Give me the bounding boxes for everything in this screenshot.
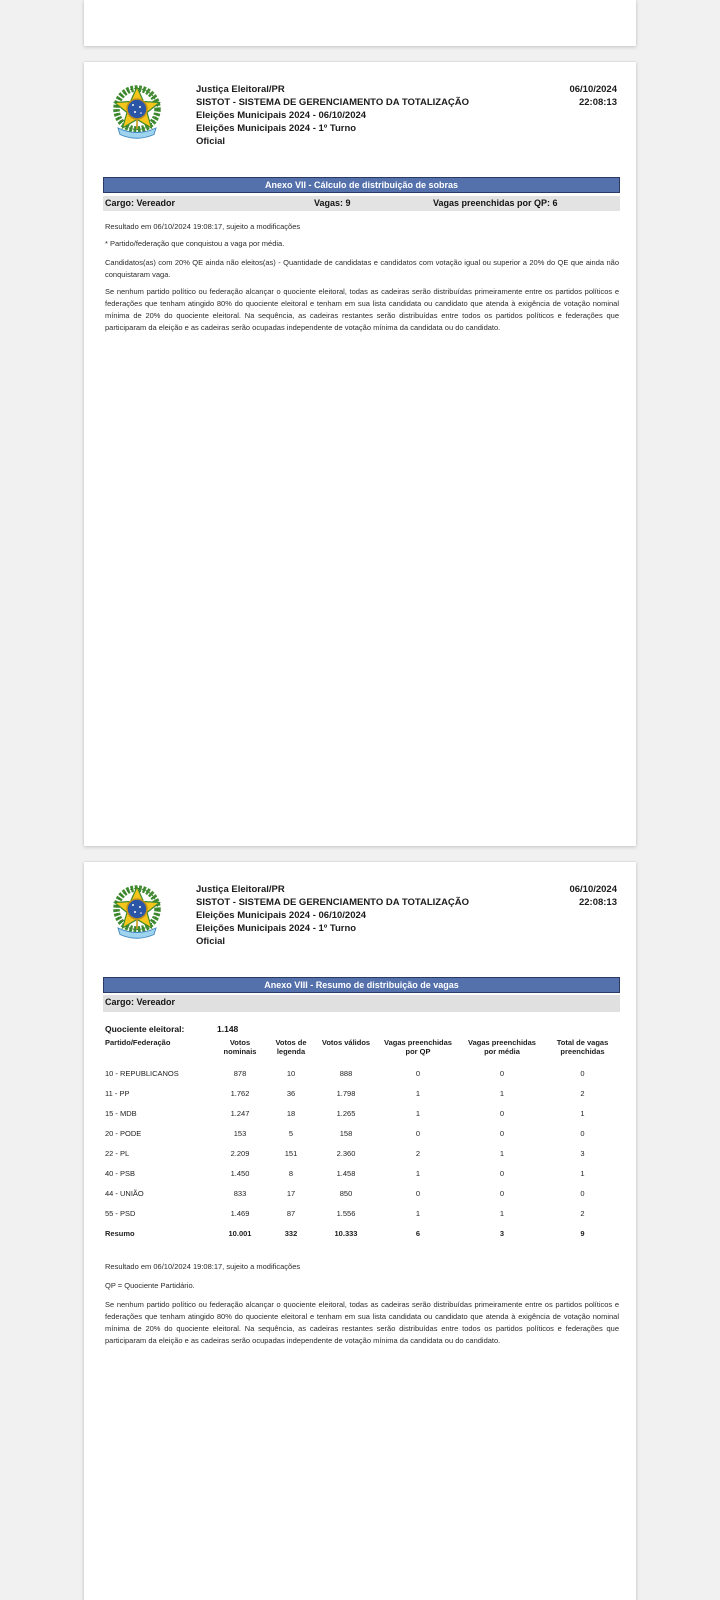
value-cell: 1.247 [230, 1109, 250, 1118]
anexo-vii-banner: Anexo VII - Cálculo de distribuição de sobras [103, 177, 620, 193]
value-cell: 878 [233, 1069, 247, 1078]
cargo-label: Cargo: Vereador [105, 198, 176, 208]
value-cell: 0 [499, 1169, 505, 1178]
vagas-label: Vagas: 9 [314, 198, 351, 208]
value-cell: 1.450 [230, 1169, 250, 1178]
value-cell: 18 [286, 1109, 296, 1118]
cargo-info-bar [103, 196, 620, 211]
page2-notes [105, 1261, 619, 1347]
table-row [105, 1164, 620, 1184]
value-cell: 1 [580, 1109, 585, 1118]
value-cell: 0 [415, 1069, 421, 1078]
value-cell: 87 [286, 1209, 296, 1218]
table-row [105, 1184, 620, 1204]
header-org: Justiça Eleitoral/PR [196, 884, 285, 895]
party-cell: 15 - MDB [105, 1109, 137, 1118]
distribution-rule-note: Se nenhum partido político ou federação alcançar o quociente eleitoral, todas as cadeiras serão distribuídas primeiramente entre os partidos políticos e federações que tenham atingido 80% do quociente eleitoral e tenham em sua lista candidata ou candidato que atenda à exigência de votação nominal mínima de 20% do quociente eleitoral. Na sequência, as cadeiras restantes serão distribuídas entre todos os partidos políticos e federações que participaram da eleição e as cadeiras serão ocupadas independente de votação mínima da candidata ou do candidato. [105, 1300, 619, 1345]
value-cell: 3 [580, 1149, 585, 1158]
value-cell: 0 [415, 1189, 421, 1198]
header-status: Oficial [196, 136, 226, 147]
value-cell: 2.209 [230, 1149, 250, 1158]
value-cell: 153 [233, 1129, 247, 1138]
header-election: Eleições Municipais 2024 - 06/10/2024 [196, 910, 367, 921]
media-footnote: * Partido/federação que conquistou a vaga por média. [105, 239, 285, 248]
value-cell: 1.556 [336, 1209, 356, 1218]
column-header: Votos de legenda [275, 1038, 307, 1056]
value-cell: 888 [339, 1069, 353, 1078]
table-summary-row [105, 1224, 620, 1244]
quociente-eleitoral-row [105, 1024, 239, 1034]
header-status: Oficial [196, 936, 226, 947]
column-header: Total de vagas preenchidas [556, 1038, 609, 1056]
column-header: Votos nominais [223, 1038, 257, 1056]
quociente-value: 1.148 [217, 1024, 239, 1034]
header-system: SISTOT - SISTEMA DE GERENCIAMENTO DA TOTALIZAÇÃO [196, 897, 470, 908]
value-cell: 1 [415, 1089, 421, 1098]
value-cell: 1 [415, 1209, 421, 1218]
header-round: Eleições Municipais 2024 - 1º Turno [196, 123, 357, 134]
value-cell: 1 [415, 1109, 421, 1118]
table-row [105, 1144, 620, 1164]
value-cell: 17 [286, 1189, 296, 1198]
table-row [105, 1124, 620, 1144]
value-cell: 5 [288, 1129, 294, 1138]
party-cell: 44 - UNIÃO [105, 1189, 144, 1198]
party-cell: 55 - PSD [105, 1209, 136, 1218]
cargo-info-bar: Cargo: Vereador [103, 995, 620, 1012]
value-cell: 850 [339, 1189, 353, 1198]
report-time: 22:08:13 [578, 897, 617, 908]
value-cell: 0 [580, 1129, 585, 1138]
brazil-coat-of-arms-icon [106, 882, 168, 942]
value-cell: 36 [286, 1089, 296, 1098]
report-time: 22:08:13 [578, 97, 617, 108]
value-cell: 2.360 [336, 1149, 356, 1158]
party-cell: 10 - REPUBLICANOS [105, 1069, 179, 1078]
report-header [196, 83, 469, 148]
value-cell: 2 [580, 1089, 585, 1098]
column-header: Vagas preenchidas por média [468, 1038, 536, 1056]
report-datetime [569, 83, 617, 109]
value-cell: 3 [499, 1229, 505, 1238]
value-cell: 0 [580, 1069, 585, 1078]
result-note: Resultado em 06/10/2024 19:08:17, sujeito a modificações [105, 1262, 301, 1271]
value-cell: 2 [415, 1149, 421, 1158]
value-cell: 0 [580, 1189, 585, 1198]
candidatos-note: Candidatos(as) com 20% QE ainda não eleitos(as) - Quantidade de candidatas e candidatos com votação igual ou superior a 20% do QE que ainda não conquistaram vaga. [105, 258, 619, 279]
value-cell: 1 [499, 1209, 505, 1218]
distribution-rule-note: Se nenhum partido político ou federação alcançar o quociente eleitoral, todas as cadeiras serão distribuídas primeiramente entre os partidos políticos e federações que tenham atingido 80% do quociente eleitoral e tenham em sua lista candidata ou candidato que atenda à exigência de votação nominal mínima de 20% do quociente eleitoral. Na sequência, as cadeiras restantes serão distribuídas entre todos os partidos políticos e federações que participaram da eleição e as cadeiras serão ocupadas independente de votação mínima da candidata ou do candidato. [105, 287, 619, 332]
value-cell: 1 [580, 1169, 585, 1178]
vagas-qp-label: Vagas preenchidas por QP: 6 [433, 198, 558, 208]
value-cell: 151 [284, 1149, 298, 1158]
party-cell: 40 - PSB [105, 1169, 136, 1178]
previous-page-partial [84, 0, 636, 46]
value-cell: 1 [499, 1149, 505, 1158]
page1-notes [105, 221, 619, 334]
document-page-anexo-vii [84, 62, 636, 846]
value-cell: 9 [580, 1229, 585, 1238]
value-cell: 1.798 [336, 1089, 356, 1098]
value-cell: 0 [499, 1189, 505, 1198]
column-header: Vagas preenchidas por QP [384, 1038, 452, 1056]
value-cell: 332 [284, 1229, 298, 1238]
value-cell: 833 [233, 1189, 247, 1198]
column-header: Partido/Federação [105, 1038, 171, 1047]
party-cell: 22 - PL [105, 1149, 130, 1158]
brazil-coat-of-arms-icon [106, 82, 168, 142]
header-election: Eleições Municipais 2024 - 06/10/2024 [196, 110, 367, 121]
anexo-viii-banner: Anexo VIII - Resumo de distribuição de vagas [103, 977, 620, 993]
value-cell: 1 [499, 1089, 505, 1098]
value-cell: 1.458 [336, 1169, 356, 1178]
column-header: Votos válidos [321, 1038, 371, 1047]
value-cell: 8 [288, 1169, 294, 1178]
report-date: 06/10/2024 [569, 884, 617, 895]
value-cell: 0 [499, 1129, 505, 1138]
value-cell: 0 [499, 1109, 505, 1118]
header-org: Justiça Eleitoral/PR [196, 84, 285, 95]
report-header [196, 883, 469, 948]
value-cell: 6 [415, 1229, 421, 1238]
value-cell: 10 [286, 1069, 296, 1078]
value-cell: 0 [415, 1129, 421, 1138]
value-cell: 10.333 [334, 1229, 358, 1238]
report-date: 06/10/2024 [569, 84, 617, 95]
vagas-table-body [105, 1064, 620, 1244]
table-row [105, 1204, 620, 1224]
value-cell: 1 [415, 1169, 421, 1178]
header-system: SISTOT - SISTEMA DE GERENCIAMENTO DA TOTALIZAÇÃO [196, 97, 470, 108]
party-cell: 20 - PODE [105, 1129, 142, 1138]
table-row [105, 1084, 620, 1104]
header-round: Eleições Municipais 2024 - 1º Turno [196, 923, 357, 934]
table-row [105, 1064, 620, 1084]
vagas-distribution-table [105, 1038, 620, 1244]
party-cell: 11 - PP [105, 1089, 130, 1098]
party-cell: Resumo [105, 1229, 135, 1238]
value-cell: 0 [499, 1069, 505, 1078]
value-cell: 1.762 [230, 1089, 250, 1098]
value-cell: 158 [339, 1129, 353, 1138]
table-row [105, 1104, 620, 1124]
document-page-anexo-viii [84, 862, 636, 1600]
result-note: Resultado em 06/10/2024 19:08:17, sujeito a modificações [105, 222, 301, 231]
quociente-label: Quociente eleitoral: [105, 1024, 185, 1034]
report-datetime [569, 883, 617, 909]
value-cell: 1.265 [336, 1109, 356, 1118]
value-cell: 10.001 [228, 1229, 252, 1238]
value-cell: 1.469 [230, 1209, 250, 1218]
qp-definition-note: QP = Quociente Partidário. [105, 1281, 195, 1290]
value-cell: 2 [580, 1209, 585, 1218]
table-header-row [105, 1038, 620, 1056]
